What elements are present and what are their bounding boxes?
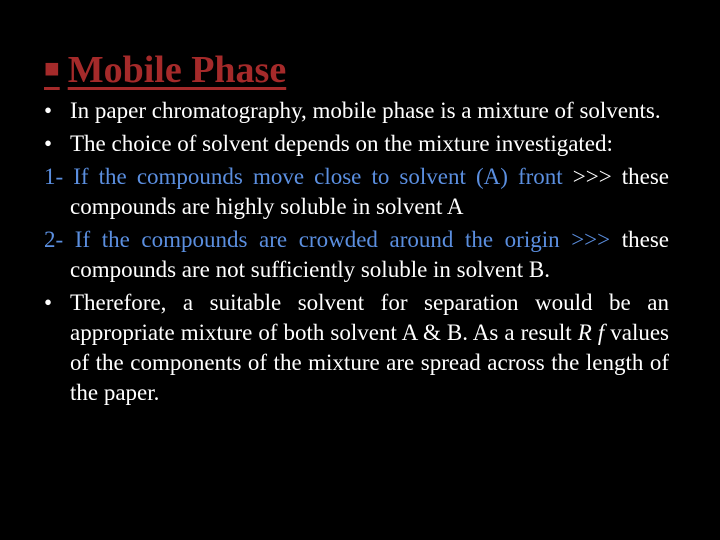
bullet-paragraph-2 [44, 129, 669, 159]
item-condition: If the compounds are crowded around the origin >>> [74, 227, 611, 252]
item-number: 1- [44, 164, 64, 189]
numbered-item-1 [44, 162, 669, 222]
rf-symbol: R f [577, 320, 605, 345]
title-text: Mobile Phase [67, 49, 287, 91]
item-condition: If the compounds move close to solvent (A) front [73, 164, 563, 189]
paragraph-text-start: Therefore, a suitable solvent for separation would be an appropriate mixture of both solvent A & B. As a result [70, 290, 669, 345]
item-number: 2- [44, 227, 64, 252]
bullet-paragraph-3 [44, 288, 669, 408]
square-bullet-icon: ■ [44, 54, 60, 83]
bullet-paragraph-1 [44, 96, 669, 126]
paragraph-text: In paper chromatography, mobile phase is a mixture of solvents. [70, 98, 661, 123]
item-conclusion: these compounds are not sufficiently soluble in solvent B. [70, 227, 670, 282]
bullet-icon: • [44, 290, 53, 315]
paragraph-text-end: values of the components of the mixture are spread across the length of the paper. [70, 320, 669, 405]
numbered-item-2 [44, 225, 669, 285]
bullet-icon: • [44, 131, 53, 156]
bullet-icon: • [44, 98, 53, 123]
slide-body [44, 94, 669, 411]
item-conclusion: >>> these compounds are highly soluble in solvent A [70, 164, 669, 219]
paragraph-text: The choice of solvent depends on the mixture investigated: [70, 131, 613, 156]
slide-title [44, 42, 286, 97]
